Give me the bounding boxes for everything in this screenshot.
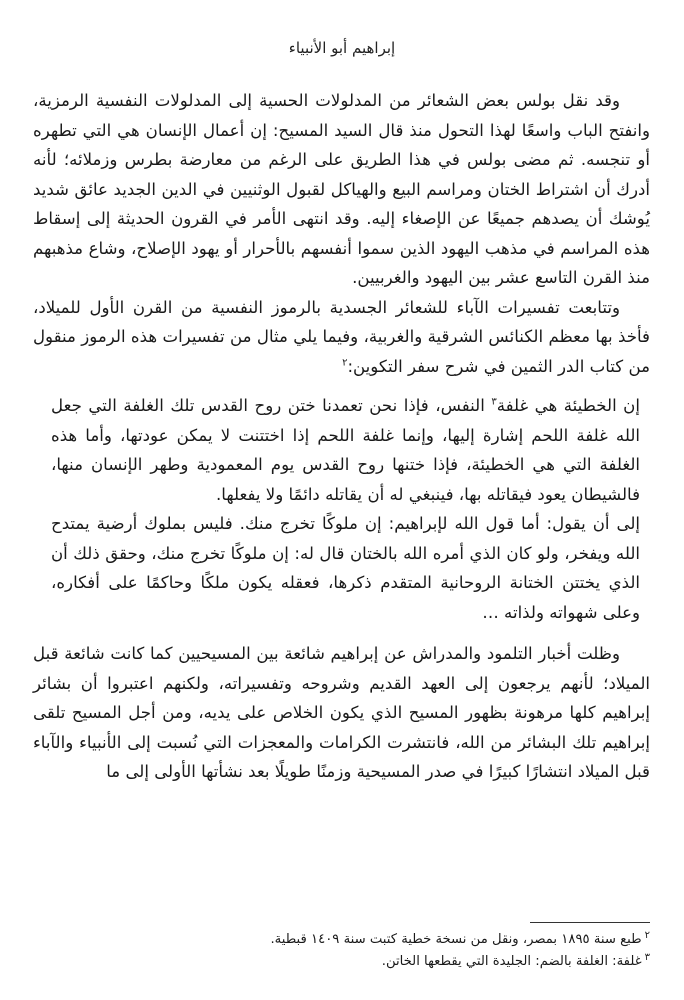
running-header: إبراهيم أبو الأنبياء	[288, 39, 396, 57]
footnote-ref-2[interactable]: ٢	[342, 356, 348, 368]
paragraph-2	[33, 293, 650, 382]
quote-paragraph-1	[51, 391, 640, 509]
footnote-text: طبع سنة ١٨٩٥ بمصر، ونقل من نسخة خطية كتبت سنة ١٤٠٩ قبطية.	[270, 932, 642, 947]
footnote-number: ٣	[644, 951, 650, 963]
footnote-divider	[530, 922, 650, 923]
footnote-2	[33, 929, 650, 951]
paragraph-1: وقد نقل بولس بعض الشعائر من المدلولات الحسية إلى المدلولات النفسية الرمزية، وانفتح الباب واسعًا لهذا التحول منذ قال السيد المسيح: إن أعمال الإنسان هي التي تطهره أو تنجسه. ثم مضى بولس في هذا الطريق على الرغم من معارضة بطرس وزملائه؛ لأنه أدرك أن اشتراط الختان ومراسم البيع والهياكل لقبول الوثنيين في الدين الجديد عائق شديد يُوشك أن يصدهم جميعًا عن الإصغاء إليه. وقد انتهى الأمر في القرون الحديثة إلى إسقاط هذه المراسم في مذهب اليهود الذين سموا أنفسهم بالأحرار أو يهود الإصلاح، وشاع مذهبهم منذ القرن التاسع عشر بين اليهود والغربيين.	[33, 91, 650, 287]
body-text	[33, 86, 650, 787]
quote-1-rest: النفس، فإذا نحن تعمدنا ختن روح القدس تلك الغلفة التي جعل الله غلفة اللحم إشارة إليها، وإنما غلفة اللحم إذا اختتنت لا يمكن عودتها، وأما هذه الغلفة التي هي الخطيئة، فإذا ختنها روح القدس يوم المعمودية وطهر الإنسان منها، فالشيطان يعود فيقاتله بها، فينبغي له أن يقاتله دائمًا ولا يفعلها.	[51, 396, 640, 504]
footnote-number: ٢	[644, 929, 650, 941]
block-quote	[51, 391, 640, 627]
paragraph-2-text: وتتابعت تفسيرات الآباء للشعائر الجسدية بالرموز النفسية من القرن الأول للميلاد، فأخذ بها معظم الكنائس الشرقية والغربية، وفيما يلي مثال من تفسيرات هذه الرموز منقول من كتاب الدر الثمين في شرح سفر التكوين:	[33, 297, 650, 376]
footnotes	[33, 922, 650, 973]
quote-1-start: إن الخطيئة هي غلفة	[496, 396, 640, 415]
footnote-text: غلفة: الغلفة بالضم: الجليدة التي يقطعها الخاتن.	[381, 954, 642, 969]
footnote-3	[33, 951, 650, 973]
footnote-ref-3[interactable]: ٣	[491, 396, 497, 408]
paragraph-3: وظلت أخبار التلمود والمدراش عن إبراهيم شائعة بين المسيحيين كما كانت شائعة قبل الميلاد؛ لأنهم يرجعون إلى العهد القديم وشروحه وتفسيراته، ولكنهم اعتبروا أن بشائر إبراهيم كلها مرهونة بظهور المسيح الذي يكون الخلاص على يديه، ومن أجل المسيح تلقى إبراهيم تلك البشائر من الله، فانتشرت الكرامات والمعجزات التي نُسبت إلى الأنبياء والآباء قبل الميلاد انتشارًا كبيرًا في صدر المسيحية وزمنًا طويلًا بعد نشأتها الأولى إلى ما	[33, 644, 650, 781]
quote-paragraph-2: إلى أن يقول: أما قول الله لإبراهيم: إن ملوكًا تخرج منك. فليس بملوك أرضية يمتدح الله ويفخر، ولو كان الذي أمره الله بالختان قال له: إن ملوكًا تخرج منك، وحقق ذلك أن الذي يختتن الختانة الروحانية المتقدم ذكرها، فعقله يكون ملكًا وحاكمًا على أفكاره، وعلى شهواته ولذاته …	[51, 514, 640, 622]
